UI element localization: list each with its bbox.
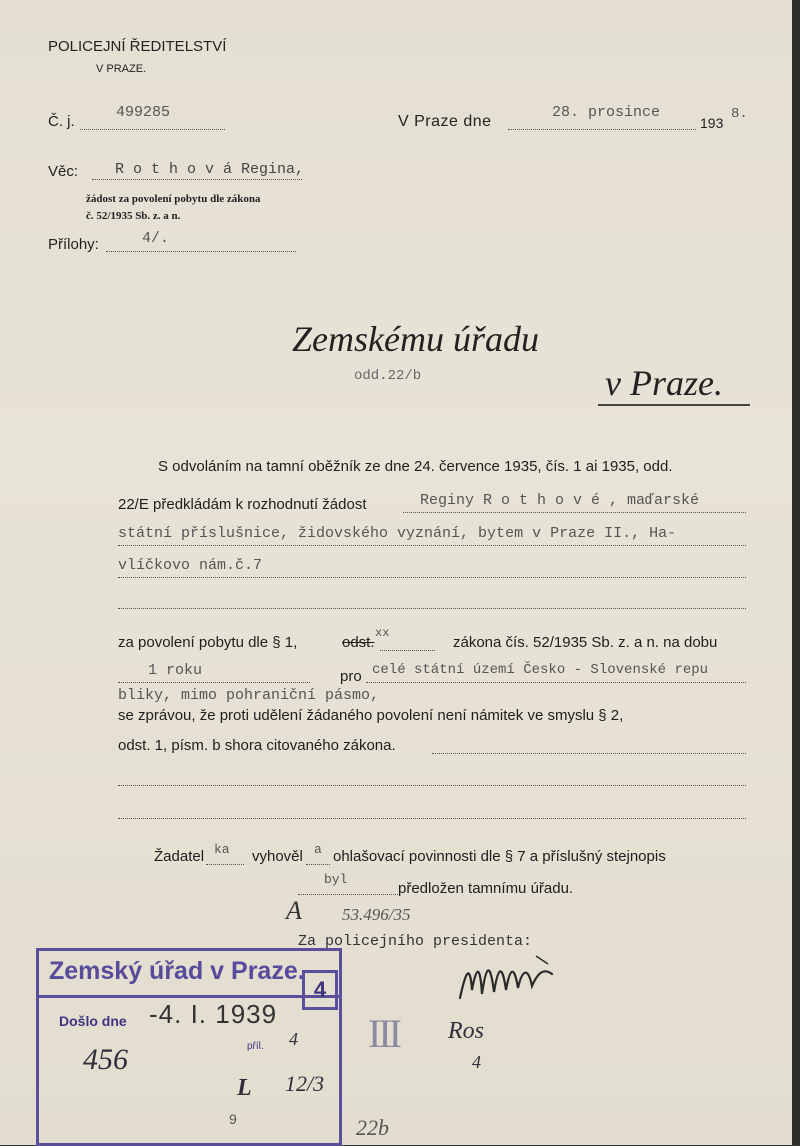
ros-sub-note: 4 — [472, 1052, 481, 1072]
applicant-details-typed: státní příslušnice, židovského vyznání, bytem v Praze II., Ha- — [118, 525, 677, 542]
body-p4-a: a — [314, 842, 322, 857]
territory-line — [366, 682, 746, 683]
subject-desc-line2: č. 52/1935 Sb. z. a n. — [86, 210, 181, 222]
body-p4-ka: ka — [214, 842, 230, 857]
scan-edge — [792, 0, 800, 1145]
body-p2-suffix: zákona čís. 52/1935 Sb. z. a n. na dobu — [453, 634, 718, 651]
body-p4-complied: vyhověl — [252, 848, 303, 865]
year-digit: 8. — [731, 106, 748, 122]
body-p1-line2-prefix: 22/E předkládám k rozhodnutí žádost — [118, 496, 367, 513]
subject-name: R o t h o v á Regina, — [115, 161, 305, 178]
signature-scribble — [452, 950, 562, 1010]
office-city: V PRAZE. — [96, 63, 147, 75]
ref-label: Č. j. — [48, 113, 75, 130]
addressee-line1: Zemskému úřadu — [292, 319, 539, 359]
body-line-6 — [118, 785, 746, 786]
body-line-4 — [118, 608, 746, 609]
a-line — [306, 864, 330, 865]
addressee-underline — [598, 404, 750, 406]
year-prefix: 193 — [700, 115, 724, 131]
body-line-5 — [432, 753, 746, 754]
stamp-hand-letter: L — [237, 1075, 252, 1101]
duration-line — [118, 682, 310, 683]
hand-ref: 53.496/35 — [342, 905, 411, 924]
date-value: 28. prosince — [552, 104, 661, 121]
pro-label: pro — [340, 668, 362, 685]
body-p5-rest: předložen tamnímu úřadu. — [398, 880, 574, 897]
stamp-received-date: -4. I. 1939 — [149, 999, 278, 1029]
body-p3-line2: odst. 1, písm. b shora citovaného zákona. — [118, 737, 396, 754]
subject-desc-line1: žádost za povolení pobytu dle zákona — [86, 193, 261, 205]
body-p4-rest: ohlašovací povinnosti dle § 7 a příslušný stejnopis — [333, 848, 666, 865]
attachments-value: 4/. — [142, 230, 170, 247]
body-p3-line1: se zprávou, že proti udělení žádaného povolení není námitek ve smyslu § 2, — [118, 707, 624, 724]
duration-typed: 1 roku — [148, 662, 203, 679]
body-line-7 — [118, 818, 746, 819]
addressee-line2: v Praze. — [605, 363, 723, 403]
body-p2-odst: odst. — [342, 634, 375, 651]
body-p5-byl: byl — [324, 872, 348, 887]
subject-line — [92, 179, 302, 180]
addressee-dept: odd.22/b — [354, 368, 422, 384]
stamp-received-label: Došlo dne — [59, 1013, 127, 1029]
stamp-number-hand: 456 — [83, 1043, 128, 1076]
subject-label: Věc: — [48, 163, 79, 180]
body-line-1 — [403, 512, 746, 513]
applicant-name-typed: Reginy R o t h o v é , maďarské — [420, 492, 700, 509]
territory-typed-2: bliky, mimo pohraniční pásmo, — [118, 687, 380, 704]
received-stamp — [36, 948, 342, 1146]
date-prefix: V Praze dne — [398, 113, 492, 130]
ros-note: Ros — [448, 1018, 484, 1044]
odst-line — [380, 650, 435, 651]
office-name: POLICEJNÍ ŘEDITELSTVÍ — [48, 38, 227, 55]
ka-line — [206, 864, 244, 865]
stamp-pril-label: příl. — [247, 1041, 264, 1052]
applicant-address-typed: vlíčkovo nám.č.7 — [118, 557, 263, 574]
stamp-box-number: 4 — [302, 970, 338, 1010]
body-p1-line1: S odvoláním na tamní oběžník ze dne 24. července 1935, čís. 1 ai 1935, odd. — [158, 458, 673, 475]
roman-numeral: III — [368, 1011, 399, 1056]
date-line — [508, 129, 696, 130]
ref-number: 499285 — [116, 104, 171, 121]
territory-typed-1: celé státní území Česko - Slovenské repu — [372, 662, 709, 678]
byl-line — [298, 894, 398, 895]
attachments-line — [106, 251, 296, 252]
stamp-title: Zemský úřad v Praze. — [49, 957, 305, 985]
body-line-3 — [118, 577, 746, 578]
body-p2-prefix: za povolení pobytu dle § 1, — [118, 634, 298, 651]
stamp-rule — [39, 995, 339, 998]
attachments-label: Přílohy: — [48, 236, 99, 253]
body-p2-odst-typed: xx — [375, 626, 390, 640]
body-line-2 — [118, 545, 746, 546]
stamp-bottom-hand: 9 — [229, 1111, 237, 1127]
stamp-pril-hand: 4 — [289, 1029, 298, 1049]
stamp-sub-hand: 12/3 — [285, 1071, 325, 1096]
bottom-note: 22b — [356, 1115, 389, 1140]
hand-mark-a: A — [286, 896, 302, 925]
body-p4-applicant: Žadatel — [154, 848, 205, 865]
signature-typed: Za policejního presidenta: — [298, 933, 533, 950]
ref-line — [80, 129, 225, 130]
